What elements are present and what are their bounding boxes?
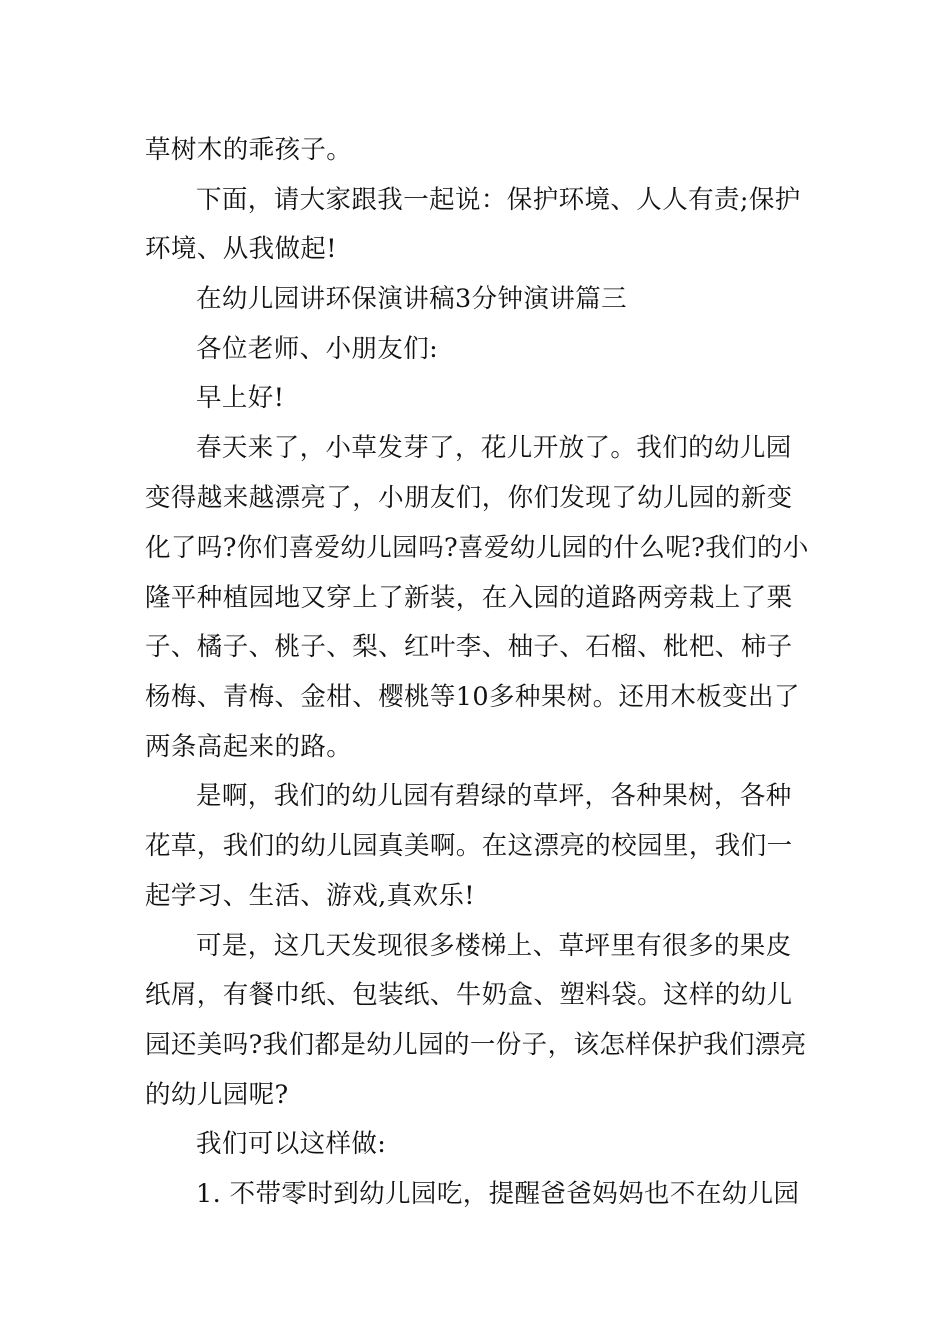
paragraph-line: 纸屑，有餐巾纸、包装纸、牛奶盒、塑料袋。这样的幼儿 [145, 980, 793, 1010]
salutation: 各位老师、小朋友们: [196, 334, 439, 364]
paragraph-line: 隆平种植园地又穿上了新装，在入园的道路两旁栽上了栗 [145, 583, 793, 613]
list-item: 1. 不带零时到幼儿园吃，提醒爸爸妈妈也不在幼儿园 [196, 1179, 800, 1209]
paragraph-line: 变得越来越漂亮了，小朋友们，你们发现了幼儿园的新变 [145, 483, 793, 513]
paragraph-line: 两条高起来的路。 [145, 732, 353, 762]
paragraph-line: 草树木的乖孩子。 [145, 135, 353, 165]
paragraph-line: 下面，请大家跟我一起说：保护环境、人人有责;保护 [196, 185, 801, 215]
paragraph-line: 起学习、生活、游戏,真欢乐! [145, 881, 475, 911]
paragraph-line: 化了吗?你们喜爱幼儿园吗?喜爱幼儿园的什么呢?我们的小 [145, 533, 809, 563]
paragraph-line: 是啊，我们的幼儿园有碧绿的草坪，各种果树，各种 [196, 781, 792, 811]
paragraph-line: 春天来了，小草发芽了，花儿开放了。我们的幼儿园 [196, 433, 792, 463]
paragraph-line: 杨梅、青梅、金柑、樱桃等10多种果树。还用木板变出了 [145, 682, 800, 712]
paragraph-line: 园还美吗?我们都是幼儿园的一份子，该怎样保护我们漂亮 [145, 1030, 807, 1060]
greeting: 早上好! [196, 383, 285, 413]
paragraph-line: 环境、从我做起! [145, 234, 337, 264]
paragraph-line: 可是，这几天发现很多楼梯上、草坪里有很多的果皮 [196, 931, 792, 961]
paragraph-line: 花草，我们的幼儿园真美啊。在这漂亮的校园里，我们一 [145, 831, 793, 861]
section-title: 在幼儿园讲环保演讲稿3分钟演讲篇三 [196, 284, 628, 314]
paragraph-line: 我们可以这样做: [196, 1129, 387, 1159]
paragraph-line: 子、橘子、桃子、梨、红叶李、柚子、石榴、枇杷、柿子 [145, 632, 793, 662]
paragraph-line: 的幼儿园呢? [145, 1080, 289, 1110]
